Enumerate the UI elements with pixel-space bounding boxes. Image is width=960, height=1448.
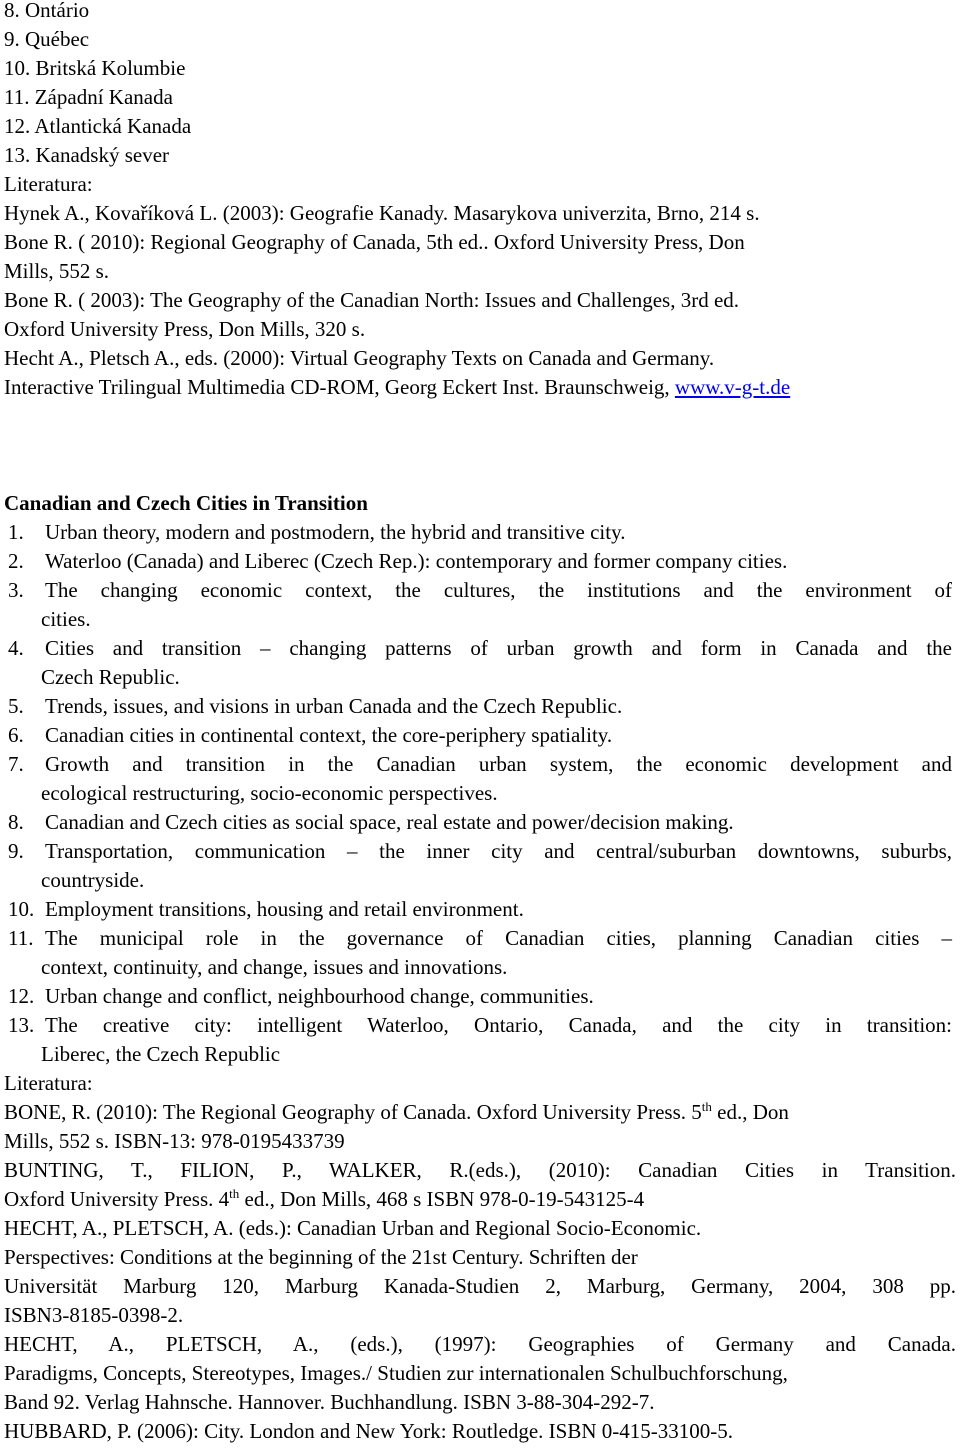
topic-item xyxy=(4,576,956,605)
reference-line: Band 92. Verlag Hahnsche. Hannover. Buchhandlung. ISBN 3-88-304-292-7. xyxy=(4,1390,655,1414)
topic-item xyxy=(4,982,956,1011)
topic-text-continued: ecological restructuring, socio-economic perspectives. xyxy=(41,781,498,805)
reference-text: Interactive Trilingual Multimedia CD-ROM, Georg Eckert Inst. Braunschweig, xyxy=(4,375,675,399)
topic-number: 2. xyxy=(8,549,24,573)
reference-text: BONE, R. (2010): The Regional Geography of Canada. Oxford University Press. 5 xyxy=(4,1100,702,1124)
literature-heading: Literatura: xyxy=(4,1071,93,1095)
reference-line: Oxford University Press, Don Mills, 320 s. xyxy=(4,317,366,341)
region-list-item: 8. Ontário xyxy=(4,0,90,22)
literature-heading: Literatura: xyxy=(4,172,93,196)
section-title: Canadian and Czech Cities in Transition xyxy=(4,491,368,515)
topic-text: Cities and transition – changing patterns of urban growth and form in Canada and the xyxy=(45,636,952,660)
topic-item xyxy=(4,924,956,953)
topic-text: Urban theory, modern and postmodern, the hybrid and transitive city. xyxy=(45,520,626,544)
topic-text: The municipal role in the governance of Canadian cities, planning Canadian cities – xyxy=(45,926,952,950)
topic-number: 12. xyxy=(8,984,35,1008)
topic-text: Transportation, communication – the inner city and central/suburban downtowns, suburbs, xyxy=(45,839,952,863)
topic-item xyxy=(4,692,956,721)
topic-number: 13. xyxy=(8,1013,35,1037)
topic-number: 9. xyxy=(8,839,24,863)
topic-text-continued: countryside. xyxy=(41,868,145,892)
reference-line: HECHT, A., PLETSCH, A., (eds.), (1997): Geographies of Germany and Canada. xyxy=(4,1332,956,1356)
topic-item xyxy=(4,837,956,866)
region-list-item: 9. Québec xyxy=(4,27,90,51)
topic-number: 5. xyxy=(8,694,24,718)
topic-item xyxy=(4,634,956,663)
reference-line: Mills, 552 s. xyxy=(4,259,110,283)
reference-text: Oxford University Press. 4 xyxy=(4,1187,230,1211)
reference-line: Universität Marburg 120, Marburg Kanada-Studien 2, Marburg, Germany, 2004, 308 pp. xyxy=(4,1274,956,1298)
reference-line xyxy=(4,373,956,402)
reference-line: ISBN3-8185-0398-2. xyxy=(4,1303,184,1327)
topic-text: Trends, issues, and visions in urban Canada and the Czech Republic. xyxy=(45,694,623,718)
topic-number: 10. xyxy=(8,897,35,921)
ordinal-suffix: th xyxy=(229,1186,240,1201)
topic-number: 8. xyxy=(8,810,24,834)
topic-number: 3. xyxy=(8,578,24,602)
topic-text-continued: Czech Republic. xyxy=(41,665,180,689)
region-list-item: 10. Britská Kolumbie xyxy=(4,56,186,80)
ordinal-suffix: th xyxy=(701,1099,712,1114)
topic-item xyxy=(4,808,956,837)
region-list-item: 11. Západní Kanada xyxy=(4,85,173,109)
reference-line xyxy=(4,1098,956,1127)
website-link[interactable]: www.v-g-t.de xyxy=(674,375,791,399)
region-list-item: 13. Kanadský sever xyxy=(4,143,170,167)
topic-text: Urban change and conflict, neighbourhood change, communities. xyxy=(45,984,594,1008)
reference-line: Perspectives: Conditions at the beginning of the 21st Century. Schriften der xyxy=(4,1245,638,1269)
reference-line: Hecht A., Pletsch A., eds. (2000): Virtual Geography Texts on Canada and Germany. xyxy=(4,346,715,370)
reference-line: Bone R. ( 2010): Regional Geography of Canada, 5th ed.. Oxford University Press, Don xyxy=(4,230,745,254)
topic-number: 7. xyxy=(8,752,24,776)
topic-text: The changing economic context, the cultures, the institutions and the environment of xyxy=(45,578,952,602)
topic-text-continued: Liberec, the Czech Republic xyxy=(41,1042,281,1066)
topic-text: Employment transitions, housing and retail environment. xyxy=(45,897,524,921)
topic-text: The creative city: intelligent Waterloo, Ontario, Canada, and the city in transition: xyxy=(45,1013,952,1037)
reference-line: HECHT, A., PLETSCH, A. (eds.): Canadian Urban and Regional Socio-Economic. xyxy=(4,1216,702,1240)
reference-line: Paradigms, Concepts, Stereotypes, Images./ Studien zur internationalen Schulbuchforschung, xyxy=(4,1361,788,1385)
reference-line: HUBBARD, P. (2006): City. London and New York: Routledge. ISBN 0-415-33100-5. xyxy=(4,1419,733,1443)
topic-item xyxy=(4,721,956,750)
reference-line: Hynek A., Kovaříková L. (2003): Geografie Kanady. Masarykova univerzita, Brno, 214 s. xyxy=(4,201,760,225)
topic-text-continued: cities. xyxy=(41,607,91,631)
reference-line: BUNTING, T., FILION, P., WALKER, R.(eds.), (2010): Canadian Cities in Transition. xyxy=(4,1158,956,1182)
topic-item xyxy=(4,895,956,924)
topic-number: 4. xyxy=(8,636,24,660)
reference-text: ed., Don Mills, 468 s ISBN 978-0-19-543125-4 xyxy=(239,1187,645,1211)
topic-number: 1. xyxy=(8,520,24,544)
topic-item xyxy=(4,750,956,779)
reference-text: ed., Don xyxy=(711,1100,789,1124)
topic-text: Waterloo (Canada) and Liberec (Czech Rep.): contemporary and former company cities. xyxy=(45,549,788,573)
reference-line: Bone R. ( 2003): The Geography of the Canadian North: Issues and Challenges, 3rd ed. xyxy=(4,288,740,312)
topic-text: Canadian cities in continental context, the core-periphery spatiality. xyxy=(45,723,613,747)
topic-text-continued: context, continuity, and change, issues and innovations. xyxy=(41,955,508,979)
topic-number: 11. xyxy=(8,926,34,950)
topic-text: Growth and transition in the Canadian urban system, the economic development and xyxy=(45,752,952,776)
topic-text: Canadian and Czech cities as social space, real estate and power/decision making. xyxy=(45,810,734,834)
reference-line xyxy=(4,1185,956,1214)
topic-number: 6. xyxy=(8,723,24,747)
topic-item xyxy=(4,1011,956,1040)
topic-item xyxy=(4,547,956,576)
topic-item xyxy=(4,518,956,547)
region-list-item: 12. Atlantická Kanada xyxy=(4,114,192,138)
reference-line: Mills, 552 s. ISBN-13: 978-0195433739 xyxy=(4,1129,345,1153)
